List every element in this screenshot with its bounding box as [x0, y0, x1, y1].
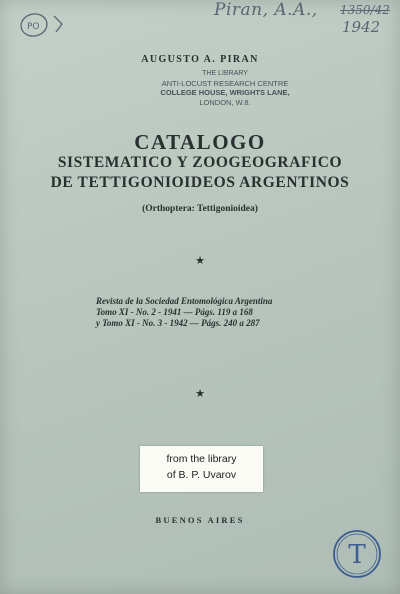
star-ornament: ★: [195, 388, 205, 400]
t-stamp-icon: [330, 527, 384, 581]
publication-city: BUENOS AIRES: [155, 515, 245, 525]
handwritten-old-number: 1350/42: [340, 3, 390, 17]
library-stamp-line: LONDON, W.8.: [199, 97, 251, 107]
library-stamp-line: THE LIBRARY: [202, 70, 248, 77]
document-title: CATALOGO: [134, 130, 266, 154]
bookplate-line: of B. P. Uvarov: [166, 469, 237, 481]
subtitle-line: SISTEMATICO Y ZOOGEOGRAFICO: [57, 154, 343, 171]
handwritten-year: 1942: [342, 18, 381, 36]
taxonomy-note: (Orthoptera: Tettigonioidea): [142, 204, 258, 214]
library-stamp-line: COLLEGE HOUSE, WRIGHTS LANE,: [160, 88, 290, 97]
reference-line: y Tomo XI - No. 3 - 1942 — Págs. 240 a 287: [96, 318, 260, 328]
corner-stamp-mark: [18, 10, 80, 45]
handwritten-author-note: Piran, A.A.,: [214, 0, 318, 20]
svg-text:T: T: [348, 540, 366, 570]
svg-text:PO: PO: [27, 22, 40, 32]
subtitle-line: DE TETTIGONIOIDEOS ARGENTINOS: [50, 174, 350, 191]
corner-stamp-icon: [18, 10, 80, 40]
circular-t-stamp: [330, 527, 384, 586]
reference-line: Revista de la Sociedad Entomológica Argentina: [96, 296, 273, 306]
reference-line: Tomo XI - No. 2 - 1941 — Págs. 119 a 168: [96, 307, 253, 317]
library-stamp-line: ANTI-LOCUST RESEARCH CENTRE: [161, 78, 289, 88]
bookplate-label: [140, 446, 263, 492]
star-ornament: ★: [195, 255, 205, 267]
bookplate-line: from the library: [166, 453, 237, 465]
library-stamp: [150, 69, 300, 107]
author-name: AUGUSTO A. PIRAN: [141, 54, 259, 65]
